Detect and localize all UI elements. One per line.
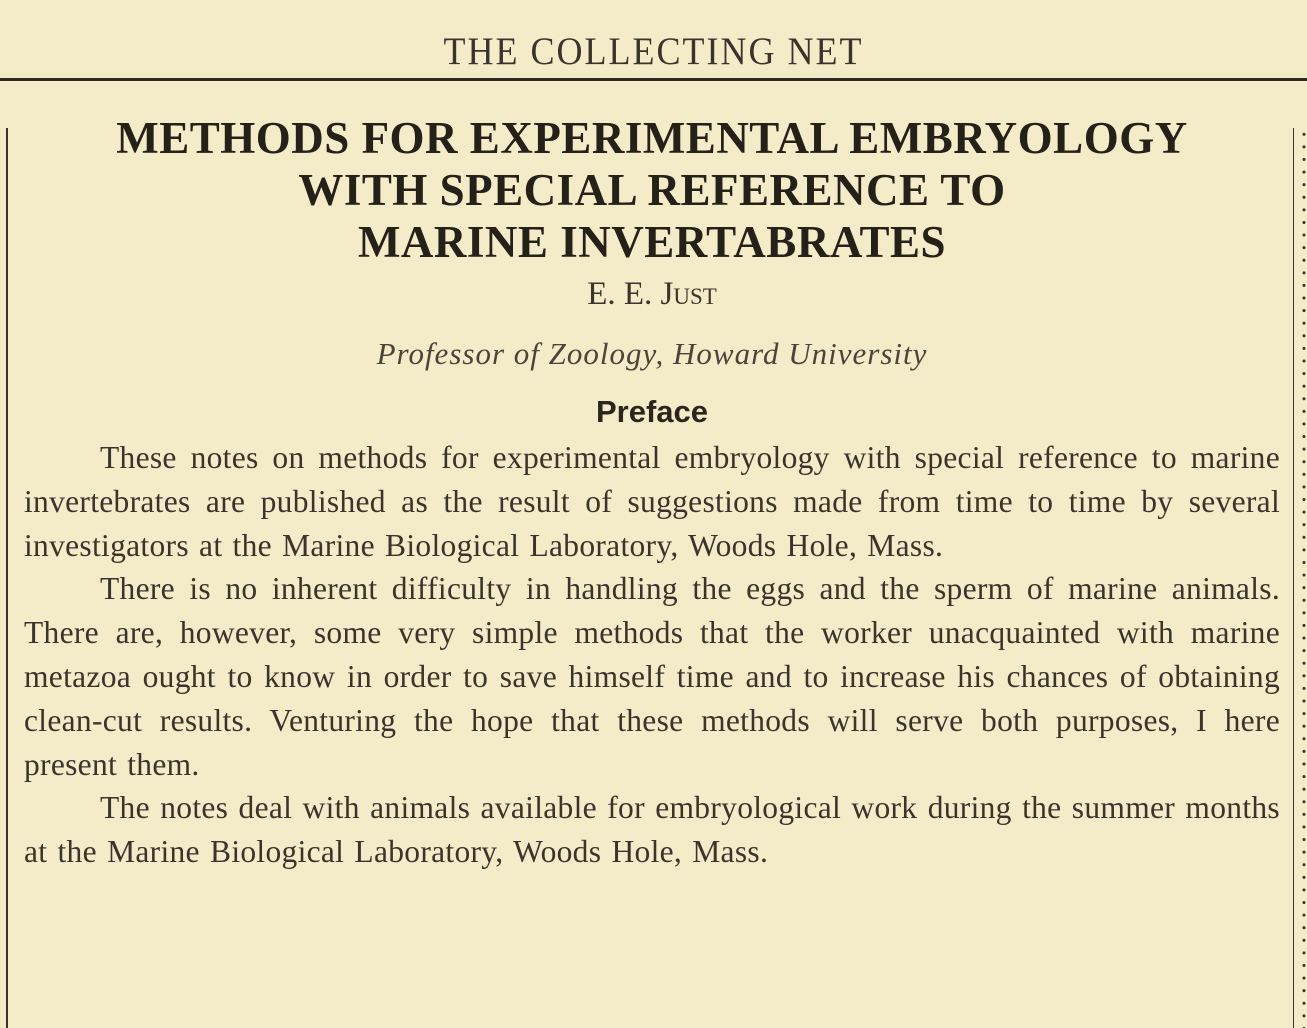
running-head: THE COLLECTING NET xyxy=(443,29,864,73)
author-surname: Just xyxy=(660,276,717,312)
author-initials: E. E. xyxy=(587,276,661,312)
title-line: METHODS FOR EXPERIMENTAL EMBRYOLOGY xyxy=(116,113,1188,163)
section-heading: Preface xyxy=(595,394,709,429)
paragraph: The notes deal with animals available for embryological work during the summer months at the Marine Biological Laboratory, Woods Hole, Mass. xyxy=(24,790,1280,870)
title-line: WITH SPECIAL REFERENCE TO xyxy=(298,165,1006,215)
left-column-rule xyxy=(6,128,8,1028)
article-column xyxy=(24,112,1280,874)
article-title xyxy=(24,112,1280,268)
paragraph: These notes on methods for experimental embryology with special reference to marine invertebrates are published as the result of suggestions made from time to time by several investigators at the Marine Biological Laboratory, Woods Hole, Mass. xyxy=(24,440,1280,563)
title-line: MARINE INVERTABRATES xyxy=(357,217,947,267)
header-rule xyxy=(0,78,1307,81)
paragraph: There is no inherent difficulty in handling the eggs and the sperm of marine animals. There are, however, some very simple methods that the worker unacquainted with marine metazoa ought to know in order to save himself time and to increase his chances of obtaining clean-cut results. Venturing the hope that these methods will serve both purposes, I here present them. xyxy=(24,571,1280,782)
author-byline xyxy=(24,274,1280,314)
dotted-margin-rule xyxy=(1302,128,1306,1028)
right-column-rule xyxy=(1293,128,1294,1028)
author-affiliation: Professor of Zoology, Howard University xyxy=(376,336,928,371)
